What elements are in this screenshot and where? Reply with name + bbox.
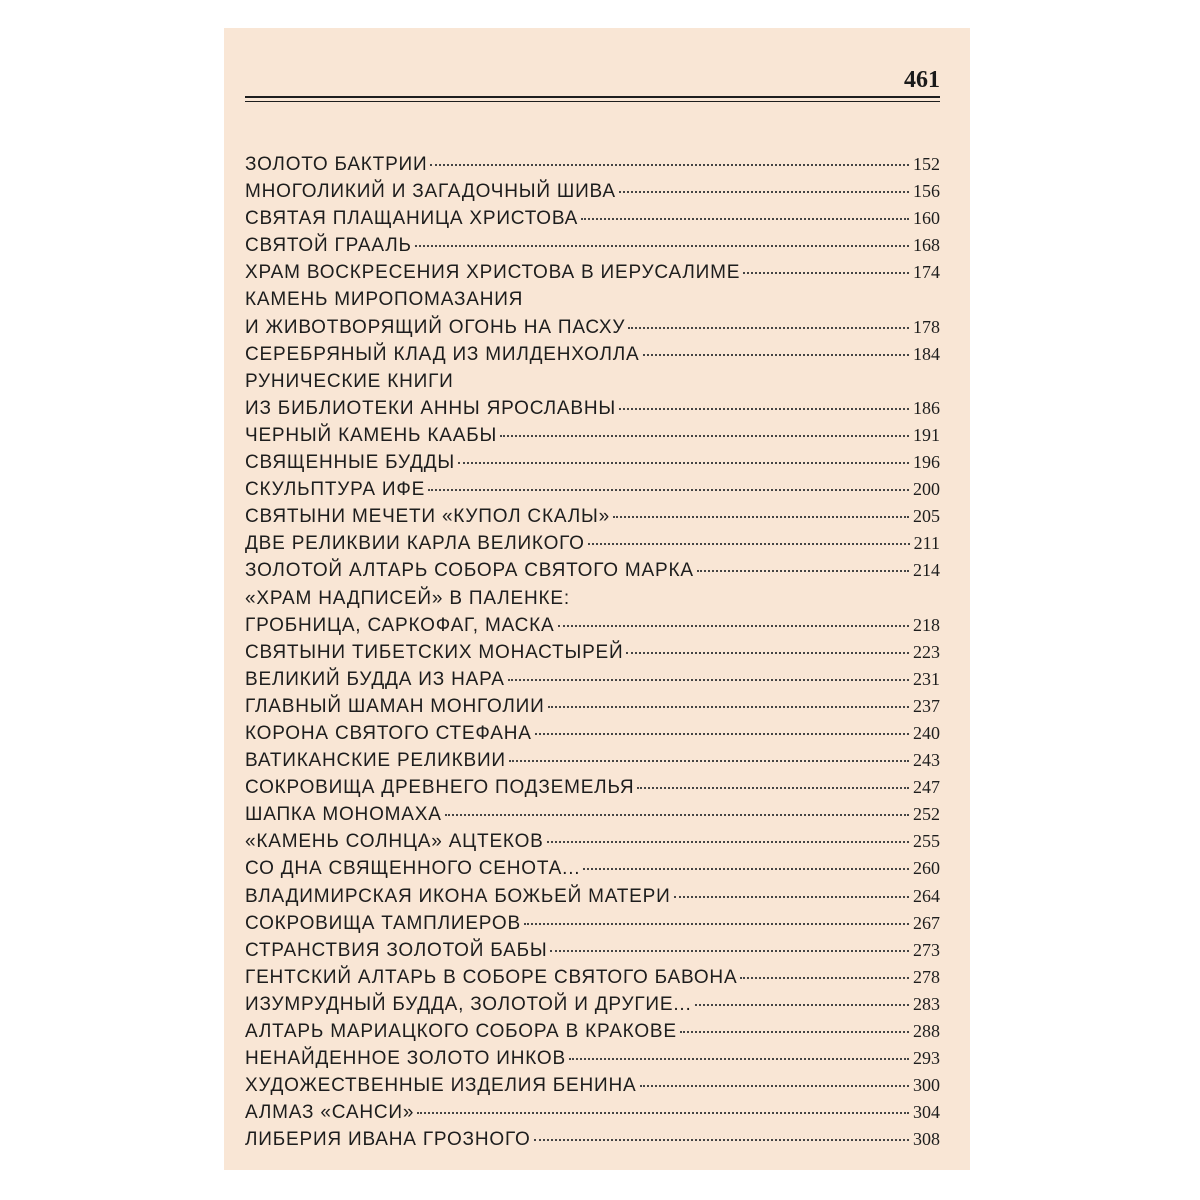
toc-entry: [245, 533, 940, 560]
dot-leader: [583, 868, 909, 870]
toc-entry-title: СО ДНА СВЯЩЕННОГО СЕНОТА...: [245, 858, 581, 880]
toc-entry: [245, 588, 940, 615]
toc-entry: [245, 615, 940, 642]
dot-leader: [500, 435, 909, 437]
toc-entry-title: АЛМАЗ «САНСИ»: [245, 1102, 415, 1124]
toc-entry-page-number: 243: [913, 750, 940, 771]
toc-entry: [245, 560, 940, 587]
toc-entry-page-number: 152: [913, 154, 940, 174]
toc-entry-page-number: 278: [913, 966, 940, 987]
toc-entry-title: ГЛАВНЫЙ ШАМАН МОНГОЛИИ: [245, 695, 545, 717]
dot-leader: [637, 787, 909, 789]
dot-leader: [417, 1112, 909, 1114]
toc-entry-title: СВЯЩЕННЫЕ БУДДЫ: [245, 452, 455, 474]
dot-leader: [640, 1085, 909, 1087]
page-header: [245, 66, 940, 94]
toc-entry-page-number: 304: [913, 1102, 940, 1123]
toc-entry-title: ШАПКА МОНОМАХА: [245, 804, 442, 826]
toc-entry-page-number: 264: [913, 885, 940, 906]
dot-leader: [628, 327, 909, 329]
toc-entry-page-number: 214: [913, 560, 940, 581]
toc-entry: [245, 1102, 940, 1129]
dot-leader: [695, 1004, 909, 1006]
toc-entry: [245, 506, 940, 533]
toc-entry: [245, 804, 940, 831]
toc-entry: [245, 1075, 940, 1102]
toc-entry-title: СВЯТЫНИ МЕЧЕТИ «КУПОЛ СКАЛЫ»: [245, 506, 610, 528]
header-rule-thin: [245, 101, 940, 102]
toc-entry-title: «КАМЕНЬ СОЛНЦА» АЦТЕКОВ: [245, 831, 544, 853]
dot-leader: [674, 896, 909, 898]
toc-entry-page-number: 267: [913, 912, 940, 933]
dot-leader: [535, 733, 909, 735]
toc-entry-page-number: 293: [913, 1048, 940, 1069]
dot-leader: [581, 218, 909, 220]
toc-entry-title: МНОГОЛИКИЙ И ЗАГАДОЧНЫЙ ШИВА: [245, 181, 616, 203]
dot-leader: [458, 462, 909, 464]
toc-entry: [245, 181, 940, 208]
toc-entry: [245, 777, 940, 804]
toc-entry-page-number: 288: [913, 1021, 940, 1041]
toc-entry: [245, 235, 940, 262]
toc-entry-title: ДВЕ РЕЛИКВИИ КАРЛА ВЕЛИКОГО: [245, 533, 585, 555]
dot-leader: [548, 706, 909, 708]
toc-entry-title: ЗОЛОТОЙ АЛТАРЬ СОБОРА СВЯТОГО МАРКА: [245, 560, 694, 582]
toc-entry-title: СКУЛЬПТУРА ИФЕ: [245, 479, 426, 501]
toc-entry-title: КОРОНА СВЯТОГО СТЕФАНА: [245, 722, 532, 744]
toc-entry-page-number: 168: [913, 235, 940, 256]
dot-leader: [430, 164, 909, 166]
dot-leader: [509, 760, 909, 762]
toc-entry-title: ГРОБНИЦА, САРКОФАГ, МАСКА: [245, 614, 555, 636]
toc-entry-page-number: 240: [913, 722, 940, 743]
toc-entry-title: ВЛАДИМИРСКАЯ ИКОНА БОЖЬЕЙ МАТЕРИ: [245, 885, 671, 907]
toc-entry: [245, 154, 940, 181]
toc-entry: [245, 1048, 940, 1075]
toc-entry-title: ЛИБЕРИЯ ИВАНА ГРОЗНОГО: [245, 1129, 531, 1151]
toc-entry-page-number: 218: [913, 614, 940, 635]
toc-entry-title: ВЕЛИКИЙ БУДДА ИЗ НАРА: [245, 668, 505, 690]
toc-entry-page-number: 308: [913, 1129, 940, 1150]
toc-entry-title: НЕНАЙДЕННОЕ ЗОЛОТО ИНКОВ: [245, 1048, 566, 1070]
dot-leader: [626, 652, 909, 654]
dot-leader: [619, 191, 909, 193]
dot-leader: [428, 489, 909, 491]
dot-leader: [547, 841, 909, 843]
toc-entry: [245, 425, 940, 452]
toc-entry: [245, 723, 940, 750]
toc-entry: [245, 1129, 940, 1156]
toc-entry-page-number: 283: [913, 993, 940, 1014]
toc-entry: [245, 208, 940, 235]
dot-leader: [680, 1031, 909, 1033]
dot-leader: [550, 950, 909, 952]
dot-leader: [415, 245, 909, 247]
toc-entry: [245, 913, 940, 940]
toc-entry-title: «ХРАМ НАДПИСЕЙ» В ПАЛЕНКЕ:: [245, 587, 570, 609]
dot-leader: [534, 1139, 909, 1141]
toc-entry: [245, 371, 940, 398]
toc-entry-title: КАМЕНЬ МИРОПОМАЗАНИЯ: [245, 289, 524, 311]
toc-entry: [245, 940, 940, 967]
page-number: 461: [904, 67, 940, 93]
toc-entry: [245, 750, 940, 777]
toc-entry-title: СВЯТАЯ ПЛАЩАНИЦА ХРИСТОВА: [245, 208, 579, 230]
toc-entry-page-number: 184: [913, 343, 940, 364]
toc-entry: [245, 831, 940, 858]
toc-entry-title: РУНИЧЕСКИЕ КНИГИ: [245, 370, 454, 392]
dot-leader: [524, 923, 909, 925]
toc-entry-page-number: 211: [913, 533, 940, 554]
dot-leader: [445, 814, 909, 816]
dot-leader: [697, 570, 909, 572]
dot-leader: [740, 977, 909, 979]
dot-leader: [558, 625, 909, 627]
toc-entry-page-number: 255: [913, 831, 940, 852]
toc-entry: [245, 886, 940, 913]
toc-entry-page-number: 223: [913, 641, 940, 662]
dot-leader: [619, 408, 909, 410]
toc-entry-page-number: 231: [913, 668, 940, 689]
toc-entry-page-number: 174: [913, 262, 940, 283]
toc-entry-title: И ЖИВОТВОРЯЩИЙ ОГОНЬ НА ПАСХУ: [245, 316, 626, 338]
toc-entry-title: СОКРОВИЩА ДРЕВНЕГО ПОДЗЕМЕЛЬЯ: [245, 777, 635, 799]
toc-entry-title: ВАТИКАНСКИЕ РЕЛИКВИИ: [245, 750, 506, 772]
toc-entry-title: ЗОЛОТО БАКТРИИ: [245, 154, 428, 175]
toc-entry: [245, 642, 940, 669]
toc-entry: [245, 479, 940, 506]
toc-entry: [245, 317, 940, 344]
toc-entry-page-number: 252: [913, 804, 940, 825]
toc-entry-title: ИЗ БИБЛИОТЕКИ АННЫ ЯРОСЛАВНЫ: [245, 397, 617, 419]
toc-entry: [245, 398, 940, 425]
toc-entry: [245, 994, 940, 1021]
toc-entry-title: ИЗУМРУДНЫЙ БУДДА, ЗОЛОТОЙ И ДРУГИЕ...: [245, 993, 692, 1015]
toc-entry-page-number: 300: [913, 1075, 940, 1096]
table-of-contents: [245, 154, 940, 1156]
dot-leader: [743, 272, 909, 274]
dot-leader: [508, 679, 909, 681]
toc-entry-page-number: 191: [913, 424, 940, 445]
toc-entry: [245, 696, 940, 723]
toc-entry: [245, 344, 940, 371]
toc-entry-title: АЛТАРЬ МАРИАЦКОГО СОБОРА В КРАКОВЕ: [245, 1021, 677, 1042]
book-page: [224, 28, 970, 1170]
toc-entry-page-number: 200: [913, 479, 940, 500]
toc-entry-page-number: 260: [913, 858, 940, 879]
toc-entry-title: ЧЕРНЫЙ КАМЕНЬ КААБЫ: [245, 424, 498, 446]
toc-entry-title: СТРАНСТВИЯ ЗОЛОТОЙ БАБЫ: [245, 939, 548, 961]
toc-entry-page-number: 156: [913, 181, 940, 202]
toc-entry-page-number: 186: [913, 397, 940, 418]
dot-leader: [569, 1058, 909, 1060]
toc-entry: [245, 669, 940, 696]
toc-entry-title: СВЯТЫНИ ТИБЕТСКИХ МОНАСТЫРЕЙ: [245, 641, 624, 663]
toc-entry-title: ГЕНТСКИЙ АЛТАРЬ В СОБОРЕ СВЯТОГО БАВОНА: [245, 966, 738, 988]
toc-entry-title: СЕРЕБРЯНЫЙ КЛАД ИЗ МИЛДЕНХОЛЛА: [245, 343, 640, 365]
dot-leader: [643, 354, 910, 356]
toc-entry: [245, 967, 940, 994]
toc-entry-page-number: 205: [913, 506, 940, 527]
toc-entry-page-number: 247: [913, 777, 940, 798]
toc-entry-page-number: 196: [913, 452, 940, 473]
toc-entry-page-number: 160: [913, 208, 940, 229]
toc-entry-title: ХУДОЖЕСТВЕННЫЕ ИЗДЕЛИЯ БЕНИНА: [245, 1075, 637, 1097]
toc-entry-title: СОКРОВИЩА ТАМПЛИЕРОВ: [245, 912, 521, 934]
toc-entry-title: СВЯТОЙ ГРААЛЬ: [245, 235, 412, 257]
toc-entry-page-number: 273: [913, 939, 940, 960]
toc-entry-title: ХРАМ ВОСКРЕСЕНИЯ ХРИСТОВА В ИЕРУСАЛИМЕ: [245, 262, 741, 284]
toc-entry-page-number: 178: [913, 316, 940, 337]
toc-entry: [245, 452, 940, 479]
dot-leader: [588, 543, 910, 545]
dot-leader: [613, 516, 909, 518]
toc-entry: [245, 858, 940, 885]
toc-entry-page-number: 237: [913, 695, 940, 716]
toc-entry: [245, 262, 940, 289]
toc-entry: [245, 289, 940, 316]
toc-entry: [245, 1021, 940, 1048]
